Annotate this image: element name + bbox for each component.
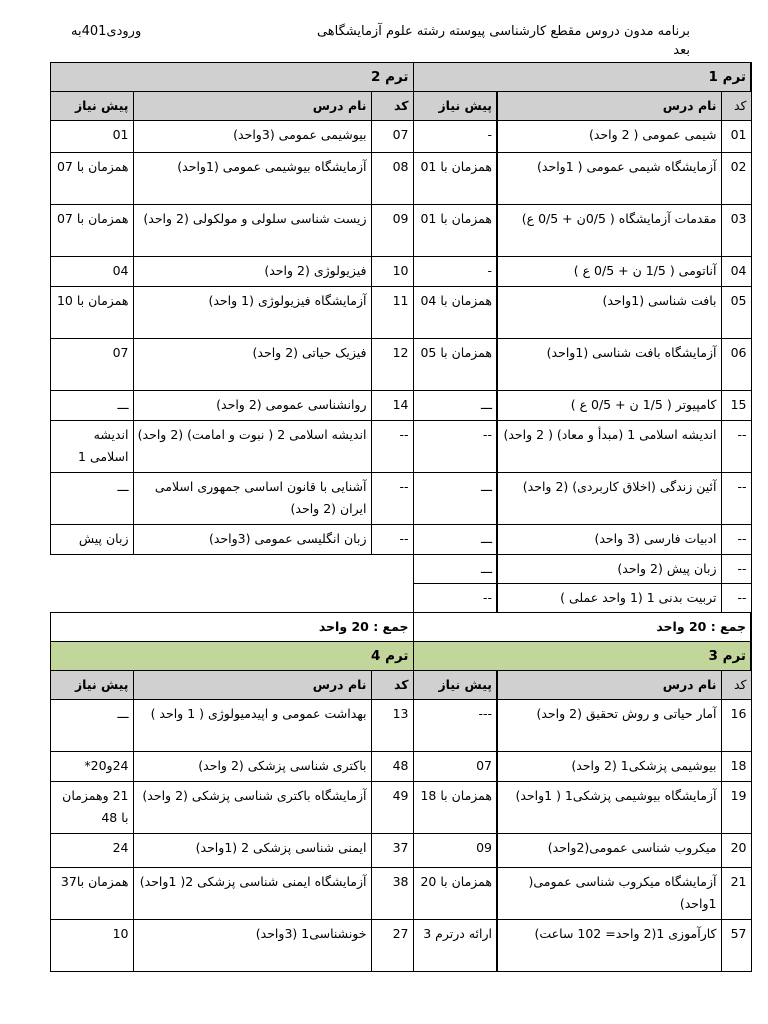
course-row bbox=[51, 153, 751, 205]
course-name: بهداشت عمومی و اپیدمیولوژی ( 1 واحد ) bbox=[133, 700, 371, 752]
document-title-suffix: بعد bbox=[673, 43, 690, 58]
course-name: آزمایشگاه فیزیولوژی (1 واحد) bbox=[133, 287, 371, 339]
course-name: اندیشه اسلامی 2 ( نبوت و امامت) (2 واحد) bbox=[133, 421, 371, 473]
course-name: آزمایشگاه ایمنی شناسی پزشکی 2( 1واحد) bbox=[133, 868, 371, 920]
course-prereq: همزمان با 05 bbox=[413, 339, 497, 391]
course-name: ادبیات فارسی (3 واحد) bbox=[497, 525, 721, 555]
course-prereq: همزمان با 18 bbox=[413, 782, 497, 834]
course-prereq: همزمان با37 bbox=[51, 868, 133, 920]
document-title-text: برنامه مدون دروس مقطع کارشناسی پیوسته رشته علوم آزمایشگاهی bbox=[316, 24, 690, 39]
course-row bbox=[51, 555, 751, 584]
course-name: زبان پیش (2 واحد) bbox=[497, 555, 721, 584]
course-prereq: همزمان با 07 bbox=[51, 205, 133, 257]
course-prereq: ارائه درترم 3 bbox=[413, 920, 497, 972]
course-name: آئین زندگی (اخلاق کاربردی) (2 واحد) bbox=[497, 473, 721, 525]
document-header bbox=[55, 22, 720, 58]
course-name: بیوشیمی عمومی (3واحد) bbox=[133, 121, 371, 153]
course-prereq: همزمان با 10 bbox=[51, 287, 133, 339]
course-row bbox=[51, 391, 751, 421]
course-code: -- bbox=[371, 473, 413, 525]
column-name-header: نام درس bbox=[133, 92, 371, 121]
course-prereq: همزمان با 01 bbox=[413, 205, 497, 257]
course-code: 49 bbox=[371, 782, 413, 834]
course-code: 07 bbox=[371, 121, 413, 153]
course-name: زبان انگلیسی عمومی (3واحد) bbox=[133, 525, 371, 555]
term-total: جمع : 20 واحد bbox=[413, 613, 751, 642]
course-prereq: 01 bbox=[51, 121, 133, 153]
course-name: آزمایشگاه باکتری شناسی پزشکی (2 واحد) bbox=[133, 782, 371, 834]
column-header-row bbox=[51, 671, 751, 700]
column-prereq-header: پیش نیاز bbox=[51, 92, 133, 121]
course-name: میکروب شناسی عمومی(2واحد) bbox=[497, 834, 721, 868]
course-prereq: ـــ bbox=[51, 473, 133, 525]
curriculum-table bbox=[50, 62, 752, 972]
course-prereq: همزمان با 04 bbox=[413, 287, 497, 339]
course-code: 27 bbox=[371, 920, 413, 972]
course-code: 57 bbox=[721, 920, 751, 972]
course-code: 11 bbox=[371, 287, 413, 339]
course-prereq: زبان پیش bbox=[51, 525, 133, 555]
total-row bbox=[51, 613, 751, 642]
course-name: آزمایشگاه میکروب شناسی عمومی( 1واحد) bbox=[497, 868, 721, 920]
course-prereq: ـــ bbox=[51, 700, 133, 752]
course-name: آزمایشگاه بیوشیمی عمومی (1واحد) bbox=[133, 153, 371, 205]
course-name: بافت شناسی (1واحد) bbox=[497, 287, 721, 339]
course-name: زیست شناسی سلولی و مولکولی (2 واحد) bbox=[133, 205, 371, 257]
course-prereq: -- bbox=[413, 421, 497, 473]
course-prereq: ـــ bbox=[413, 473, 497, 525]
course-prereq: 21 وهمزمان با 48 bbox=[51, 782, 133, 834]
course-name: آزمایشگاه بیوشیمی پزشکی1 ( 1واحد) bbox=[497, 782, 721, 834]
course-code: -- bbox=[721, 421, 751, 473]
course-code: 20 bbox=[721, 834, 751, 868]
course-name: کارآموزی 1(2 واحد= 102 ساعت) bbox=[497, 920, 721, 972]
course-code: -- bbox=[721, 555, 751, 584]
course-row bbox=[51, 584, 751, 613]
course-name: مقدمات آزمایشگاه ( 0/5ن + 0/5 ع) bbox=[497, 205, 721, 257]
course-row bbox=[51, 473, 751, 525]
course-name: روانشناسی عمومی (2 واحد) bbox=[133, 391, 371, 421]
course-prereq: 24و20* bbox=[51, 752, 133, 782]
column-code-header: کد bbox=[721, 671, 751, 700]
course-code: 10 bbox=[371, 257, 413, 287]
course-code: -- bbox=[371, 421, 413, 473]
course-code: 38 bbox=[371, 868, 413, 920]
course-prereq: -- bbox=[413, 584, 497, 613]
column-header-row bbox=[51, 92, 751, 121]
course-name: باکتری شناسی پزشکی (2 واحد) bbox=[133, 752, 371, 782]
course-code: 16 bbox=[721, 700, 751, 752]
column-prereq-header: پیش نیاز bbox=[51, 671, 133, 700]
course-row bbox=[51, 782, 751, 834]
term-title-right: ترم 3 bbox=[413, 642, 751, 671]
course-name: فیزیولوژی (2 واحد) bbox=[133, 257, 371, 287]
course-row bbox=[51, 205, 751, 257]
course-prereq: همزمان با 20 bbox=[413, 868, 497, 920]
course-row bbox=[51, 920, 751, 972]
course-code: 13 bbox=[371, 700, 413, 752]
column-name-header: نام درس bbox=[497, 92, 721, 121]
course-prereq: 24 bbox=[51, 834, 133, 868]
course-code: 03 bbox=[721, 205, 751, 257]
term-total: جمع : 20 واحد bbox=[51, 613, 413, 642]
course-prereq: ـــ bbox=[51, 391, 133, 421]
course-row bbox=[51, 421, 751, 473]
course-code: 05 bbox=[721, 287, 751, 339]
course-prereq: --- bbox=[413, 700, 497, 752]
column-prereq-header: پیش نیاز bbox=[413, 671, 497, 700]
column-name-header: نام درس bbox=[497, 671, 721, 700]
course-name: تربیت بدنی 1 (1 واحد عملی ) bbox=[497, 584, 721, 613]
course-code: 01 bbox=[721, 121, 751, 153]
course-row bbox=[51, 700, 751, 752]
curriculum-sheet bbox=[52, 62, 752, 972]
course-row bbox=[51, 287, 751, 339]
course-code: 19 bbox=[721, 782, 751, 834]
course-name: آشنایی با قانون اساسی جمهوری اسلامی ایران (2 واحد) bbox=[133, 473, 371, 525]
course-code: -- bbox=[721, 473, 751, 525]
course-prereq: همزمان با 01 bbox=[413, 153, 497, 205]
course-row bbox=[51, 834, 751, 868]
document-title bbox=[250, 22, 690, 60]
course-name: آزمایشگاه بافت شناسی (1واحد) bbox=[497, 339, 721, 391]
course-row bbox=[51, 121, 751, 153]
course-prereq: ـــ bbox=[413, 391, 497, 421]
course-row bbox=[51, 752, 751, 782]
term-title-left: ترم 4 bbox=[51, 642, 413, 671]
course-code: 08 bbox=[371, 153, 413, 205]
course-name: اندیشه اسلامی 1 (مبدأ و معاد) ( 2 واحد) bbox=[497, 421, 721, 473]
course-code: 12 bbox=[371, 339, 413, 391]
course-code: 06 bbox=[721, 339, 751, 391]
course-prereq: 07 bbox=[413, 752, 497, 782]
course-prereq: ـــ bbox=[413, 555, 497, 584]
entry-label: ورودی401به bbox=[71, 24, 142, 39]
course-code: -- bbox=[721, 584, 751, 613]
term-title-left: ترم 2 bbox=[51, 63, 413, 92]
course-row bbox=[51, 339, 751, 391]
course-code: 18 bbox=[721, 752, 751, 782]
course-code: 14 bbox=[371, 391, 413, 421]
column-code-header: کد bbox=[721, 92, 751, 121]
course-row bbox=[51, 257, 751, 287]
course-prereq: 10 bbox=[51, 920, 133, 972]
term-title-row bbox=[51, 642, 751, 671]
course-name: فیزیک حیاتی (2 واحد) bbox=[133, 339, 371, 391]
course-row bbox=[51, 525, 751, 555]
course-name: آمار حیاتی و روش تحقیق (2 واحد) bbox=[497, 700, 721, 752]
course-prereq: 07 bbox=[51, 339, 133, 391]
course-code: 02 bbox=[721, 153, 751, 205]
course-prereq: اندیشه اسلامی 1 bbox=[51, 421, 133, 473]
course-name: ایمنی شناسی پزشکی 2 (1واحد) bbox=[133, 834, 371, 868]
course-code: 48 bbox=[371, 752, 413, 782]
course-code: 04 bbox=[721, 257, 751, 287]
course-prereq: ـــ bbox=[413, 525, 497, 555]
column-prereq-header: پیش نیاز bbox=[413, 92, 497, 121]
column-code-header: کد bbox=[371, 92, 413, 121]
course-name: کامپیوتر ( 1/5 ن + 0/5 ع ) bbox=[497, 391, 721, 421]
course-prereq: 09 bbox=[413, 834, 497, 868]
term-title-row bbox=[51, 63, 751, 92]
course-prereq: 04 bbox=[51, 257, 133, 287]
course-code: 09 bbox=[371, 205, 413, 257]
term-title-right: ترم 1 bbox=[413, 63, 751, 92]
course-name: بیوشیمی پزشکی1 (2 واحد) bbox=[497, 752, 721, 782]
course-prereq: همزمان با 07 bbox=[51, 153, 133, 205]
column-name-header: نام درس bbox=[133, 671, 371, 700]
course-code: 37 bbox=[371, 834, 413, 868]
course-code: 21 bbox=[721, 868, 751, 920]
course-code: 15 bbox=[721, 391, 751, 421]
column-code-header: کد bbox=[371, 671, 413, 700]
course-prereq: - bbox=[413, 257, 497, 287]
course-name: شیمی عمومی ( 2 واحد) bbox=[497, 121, 721, 153]
course-code: -- bbox=[371, 525, 413, 555]
course-code: -- bbox=[721, 525, 751, 555]
course-name: آناتومی ( 1/5 ن + 0/5 ع ) bbox=[497, 257, 721, 287]
course-name: خونشناسی1 (3واحد) bbox=[133, 920, 371, 972]
course-row bbox=[51, 868, 751, 920]
course-name: آزمایشگاه شیمی عمومی ( 1واحد) bbox=[497, 153, 721, 205]
course-prereq: - bbox=[413, 121, 497, 153]
